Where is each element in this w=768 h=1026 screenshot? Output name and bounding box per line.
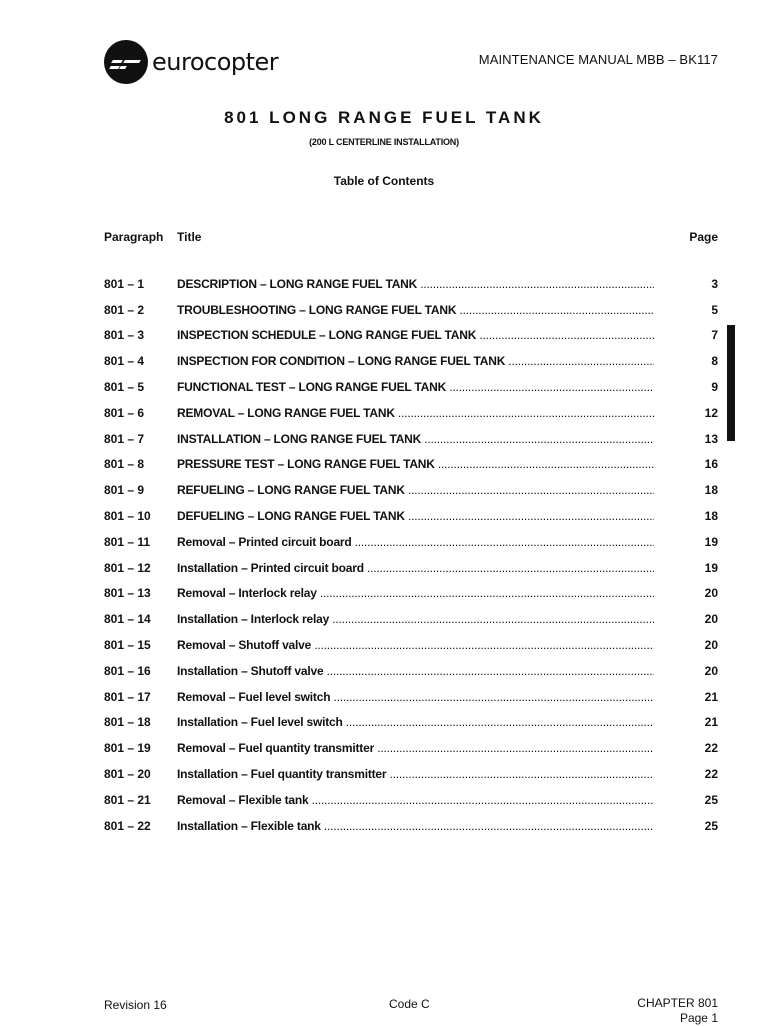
table-of-contents bbox=[104, 271, 718, 839]
toc-row bbox=[104, 452, 718, 478]
toc-entry-title: Installation – Flexible tank ..... bbox=[177, 819, 654, 833]
toc-row bbox=[104, 710, 718, 736]
toc-paragraph-number: 801 – 19 bbox=[104, 741, 151, 756]
toc-entry-title: Removal – Fuel quantity transmitter ..... bbox=[177, 741, 654, 755]
toc-entry-title: INSPECTION SCHEDULE – LONG RANGE FUEL TANK ..... bbox=[177, 328, 654, 342]
toc-row bbox=[104, 581, 718, 607]
toc-row bbox=[104, 374, 718, 400]
toc-row bbox=[104, 761, 718, 787]
toc-page-number: 20 bbox=[704, 663, 718, 678]
footer-chapter-page bbox=[637, 996, 718, 1026]
toc-row bbox=[104, 555, 718, 581]
column-header-page: Page bbox=[689, 230, 718, 244]
toc-page-number: 21 bbox=[704, 715, 718, 730]
toc-page-number: 16 bbox=[704, 457, 718, 472]
toc-row bbox=[104, 348, 718, 374]
toc-paragraph-number: 801 – 2 bbox=[104, 302, 145, 317]
footer-revision: Revision 16 bbox=[104, 998, 167, 1012]
toc-entry-title: INSTALLATION – LONG RANGE FUEL TANK ..... bbox=[177, 432, 654, 446]
toc-page-number: 18 bbox=[704, 483, 718, 498]
toc-paragraph-number: 801 – 7 bbox=[104, 431, 145, 446]
footer-chapter: CHAPTER 801 bbox=[637, 996, 718, 1010]
toc-entry-title: DEFUELING – LONG RANGE FUEL TANK ..... bbox=[177, 509, 654, 523]
toc-entry-title: DESCRIPTION – LONG RANGE FUEL TANK ..... bbox=[177, 277, 654, 291]
column-header-paragraph: Paragraph bbox=[104, 230, 164, 244]
toc-page-number: 7 bbox=[711, 328, 718, 343]
eurocopter-logo-icon bbox=[104, 40, 148, 84]
toc-row bbox=[104, 684, 718, 710]
toc-page-number: 19 bbox=[704, 560, 718, 575]
toc-page-number: 3 bbox=[711, 276, 718, 291]
toc-paragraph-number: 801 – 8 bbox=[104, 457, 145, 472]
page-title: 801 LONG RANGE FUEL TANK bbox=[224, 108, 544, 127]
revision-change-bar bbox=[727, 325, 735, 441]
toc-entry-title: Installation – Interlock relay ..... bbox=[177, 612, 654, 626]
toc-entry-title: Installation – Shutoff valve ..... bbox=[177, 664, 654, 678]
toc-page-number: 8 bbox=[711, 354, 718, 369]
toc-entry-title: Installation – Fuel level switch ..... bbox=[177, 715, 654, 729]
toc-row bbox=[104, 271, 718, 297]
toc-entry-title: Removal – Shutoff valve ..... bbox=[177, 638, 654, 652]
toc-row bbox=[104, 297, 718, 323]
toc-heading: Table of Contents bbox=[333, 174, 435, 188]
page-subtitle: (200 L CENTERLINE INSTALLATION) bbox=[309, 137, 459, 147]
toc-page-number: 19 bbox=[704, 534, 718, 549]
toc-paragraph-number: 801 – 3 bbox=[104, 328, 145, 343]
toc-paragraph-number: 801 – 20 bbox=[104, 767, 151, 782]
toc-paragraph-number: 801 – 18 bbox=[104, 715, 151, 730]
toc-paragraph-number: 801 – 5 bbox=[104, 380, 145, 395]
toc-row bbox=[104, 529, 718, 555]
toc-paragraph-number: 801 – 13 bbox=[104, 586, 151, 601]
column-header-title: Title bbox=[177, 230, 202, 244]
toc-row bbox=[104, 400, 718, 426]
toc-row bbox=[104, 323, 718, 349]
toc-paragraph-number: 801 – 16 bbox=[104, 663, 151, 678]
toc-paragraph-number: 801 – 21 bbox=[104, 792, 151, 807]
toc-page-number: 25 bbox=[704, 792, 718, 807]
toc-row bbox=[104, 658, 718, 684]
toc-entry-title: FUNCTIONAL TEST – LONG RANGE FUEL TANK ..... bbox=[177, 380, 654, 394]
toc-entry-title: Removal – Interlock relay ..... bbox=[177, 586, 654, 600]
toc-row bbox=[104, 477, 718, 503]
toc-paragraph-number: 801 – 15 bbox=[104, 638, 151, 653]
toc-entry-title: Installation – Fuel quantity transmitter ..... bbox=[177, 767, 654, 781]
toc-page-number: 9 bbox=[711, 380, 718, 395]
toc-page-number: 21 bbox=[704, 689, 718, 704]
toc-entry-title: Removal – Fuel level switch ..... bbox=[177, 690, 654, 704]
toc-row bbox=[104, 632, 718, 658]
toc-entry-title: Removal – Printed circuit board ..... bbox=[177, 535, 654, 549]
toc-row bbox=[104, 787, 718, 813]
toc-paragraph-number: 801 – 10 bbox=[104, 509, 151, 524]
toc-page-number: 13 bbox=[704, 431, 718, 446]
toc-page-number: 12 bbox=[704, 405, 718, 420]
toc-row bbox=[104, 503, 718, 529]
footer-page: Page 1 bbox=[679, 1011, 718, 1025]
toc-page-number: 18 bbox=[704, 509, 718, 524]
toc-paragraph-number: 801 – 11 bbox=[104, 534, 151, 549]
toc-row bbox=[104, 813, 718, 839]
toc-entry-title: TROUBLESHOOTING – LONG RANGE FUEL TANK ..... bbox=[177, 303, 654, 317]
toc-paragraph-number: 801 – 6 bbox=[104, 405, 145, 420]
brand-name: eurocopter bbox=[152, 48, 279, 76]
toc-paragraph-number: 801 – 9 bbox=[104, 483, 145, 498]
brand-logo bbox=[104, 38, 278, 86]
toc-paragraph-number: 801 – 14 bbox=[104, 612, 151, 627]
toc-page-number: 20 bbox=[704, 586, 718, 601]
toc-paragraph-number: 801 – 17 bbox=[104, 689, 151, 704]
manual-title: MAINTENANCE MANUAL MBB – BK117 bbox=[478, 52, 718, 67]
toc-page-number: 25 bbox=[704, 818, 718, 833]
toc-page-number: 5 bbox=[711, 302, 718, 317]
toc-paragraph-number: 801 – 12 bbox=[104, 560, 151, 575]
toc-entry-title: Installation – Printed circuit board ..... bbox=[177, 561, 654, 575]
toc-entry-title: INSPECTION FOR CONDITION – LONG RANGE FUEL TANK ..... bbox=[177, 354, 654, 368]
toc-row bbox=[104, 426, 718, 452]
toc-page-number: 20 bbox=[704, 612, 718, 627]
toc-entry-title: REMOVAL – LONG RANGE FUEL TANK ..... bbox=[177, 406, 654, 420]
toc-page-number: 22 bbox=[704, 741, 718, 756]
toc-row bbox=[104, 735, 718, 761]
toc-entry-title: PRESSURE TEST – LONG RANGE FUEL TANK ..... bbox=[177, 457, 654, 471]
toc-paragraph-number: 801 – 22 bbox=[104, 818, 151, 833]
toc-entry-title: REFUELING – LONG RANGE FUEL TANK ..... bbox=[177, 483, 654, 497]
toc-entry-title: Removal – Flexible tank ..... bbox=[177, 793, 654, 807]
toc-page-number: 22 bbox=[704, 767, 718, 782]
toc-page-number: 20 bbox=[704, 638, 718, 653]
footer-code: Code C bbox=[389, 997, 430, 1011]
toc-row bbox=[104, 606, 718, 632]
toc-paragraph-number: 801 – 1 bbox=[104, 276, 145, 291]
toc-paragraph-number: 801 – 4 bbox=[104, 354, 145, 369]
